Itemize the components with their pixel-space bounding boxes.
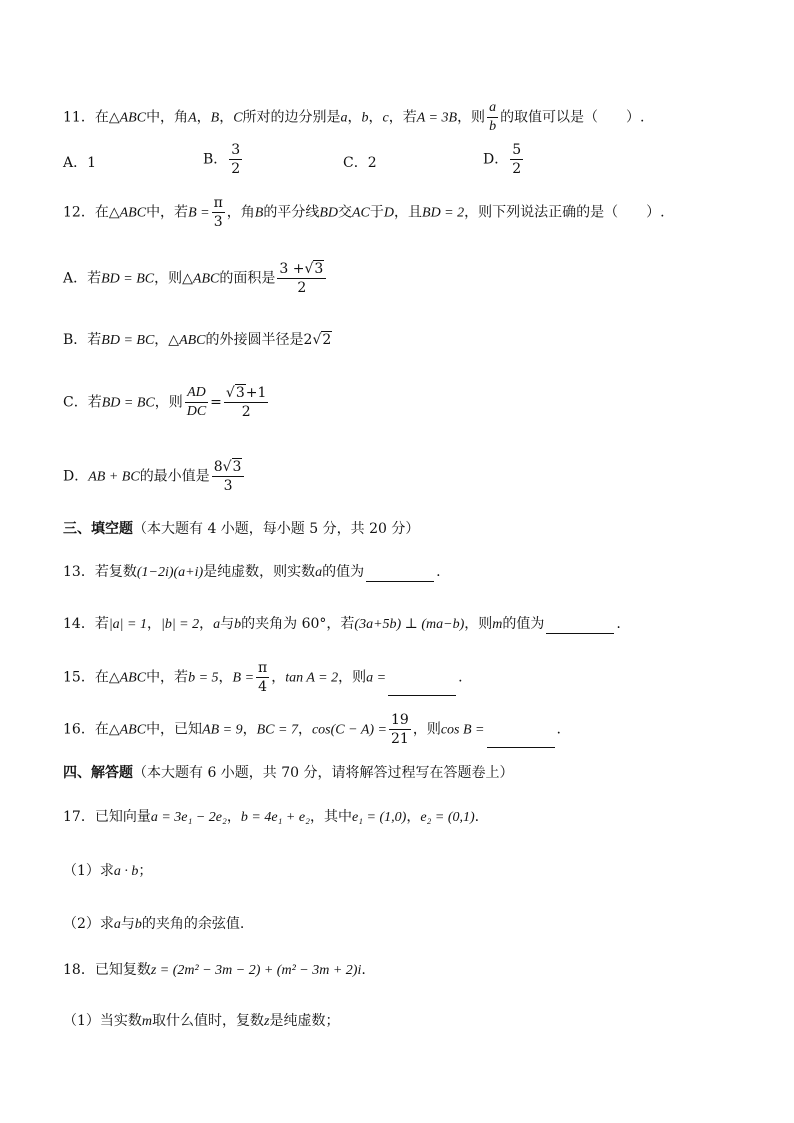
q11-c: c	[382, 110, 389, 126]
q18-part1-text: 取什么值时，复数	[152, 1013, 265, 1029]
q12-option-c-frac2: $\frac{√3+1}{2}$	[225, 385, 267, 420]
q15-text: ，则	[338, 669, 367, 686]
q11-a: a	[340, 110, 348, 126]
q12-option-d-root: 3	[232, 459, 242, 475]
q11-condition: A = 3B	[416, 110, 458, 126]
q12-fraction-den: 3	[213, 214, 223, 230]
q12-option-d-label: D．	[63, 468, 89, 485]
q16	[63, 711, 561, 748]
q17-stem	[63, 808, 479, 827]
q12-option-c-den2: 2	[241, 404, 251, 420]
q16-text: ，	[242, 721, 257, 738]
q12-option-d-text: 的最小值是	[139, 468, 210, 485]
q12-AC: AC	[352, 205, 370, 221]
q15-expr1: b = 5	[188, 670, 219, 686]
q12-option-d-expr: AB + BC	[88, 469, 140, 485]
q16-text: ，	[297, 721, 312, 738]
q12-option-a-fraction: $\frac{3 +√3}{2}$	[277, 260, 326, 297]
q14	[63, 615, 621, 634]
q12-option-d-den: 3	[223, 478, 233, 494]
q17-expr3: e₁ = (1,0)	[351, 810, 407, 825]
q17-number: 17．	[63, 809, 95, 825]
q11-text: 中，角	[146, 109, 189, 126]
q12-option-b-coef: 2	[303, 332, 313, 348]
q13-answer-blank[interactable]	[366, 567, 434, 582]
section-3-note: （本大题有 4 小题，每小题 5 分，共 20 分）	[133, 521, 420, 537]
q11-fraction-num: a	[487, 99, 498, 118]
q15-answer-blank[interactable]	[388, 681, 456, 696]
q15-number: 15．	[63, 669, 95, 686]
q12-text: 中，若	[146, 204, 189, 221]
q17-part1-expr: a · b	[113, 864, 139, 879]
q15-expr2: B =	[232, 670, 255, 686]
q12-option-c-frac1	[185, 384, 208, 421]
q13-text: 的值为	[322, 564, 365, 580]
q12-option-c	[63, 384, 270, 421]
q11-abc: ABC	[119, 110, 147, 126]
q18-part1-end: 是纯虚数；	[269, 1013, 340, 1029]
q12-D: D	[383, 205, 395, 221]
q15-text: 在△	[94, 669, 120, 686]
q12-option-b-label: B．若	[63, 332, 102, 348]
q16-fraction	[389, 711, 411, 748]
q13	[63, 563, 441, 582]
section-4-header	[63, 764, 514, 782]
q18-part1	[63, 1012, 340, 1031]
q12-stem	[63, 194, 665, 231]
q11-option-b-num: 3	[231, 142, 241, 158]
q11-option-b	[203, 141, 244, 178]
q18-expr: z = (2m² − 3m − 2) + (m² − 3m + 2)i	[150, 963, 362, 978]
q11-option-a	[63, 152, 96, 172]
q15-fraction-den: 4	[258, 679, 268, 695]
q16-expr3: cos(C − A) =	[311, 722, 387, 738]
q18-text: 已知复数	[94, 962, 151, 978]
q12-option-a-den: 2	[297, 280, 307, 296]
q11-stem	[63, 99, 645, 136]
q12-option-a-text: ，则△	[154, 270, 193, 287]
q14-text: 的值为	[502, 616, 545, 632]
q16-fraction-den: 21	[391, 731, 409, 747]
q11-option-d-label: D．	[483, 151, 509, 168]
q12-option-a-abc: ABC	[192, 271, 220, 287]
q11-option-b-label: B．	[203, 151, 228, 168]
q17-expr4: e₂ = (0,1)	[420, 810, 475, 825]
q12-BD: BD	[319, 205, 338, 221]
q11-option-d-den: 2	[512, 161, 522, 177]
q14-answer-blank[interactable]	[546, 619, 614, 634]
q13-text: 是纯虚数，则实数	[203, 564, 316, 580]
q16-text: ，则	[412, 721, 441, 738]
q12-option-b-cond: BD = BC	[101, 333, 155, 348]
q17-part2-label: （2）求	[63, 916, 114, 932]
q16-text: 在△	[94, 721, 120, 738]
q12-text: ，且	[394, 204, 423, 221]
q16-abc: ABC	[119, 722, 147, 738]
q12-option-b-abc: ABC	[179, 333, 206, 348]
q13-a: a	[315, 565, 323, 580]
q17-text: 已知向量	[94, 809, 151, 825]
q12-option-a-text: 的面积是	[219, 270, 276, 287]
q14-text: 若	[94, 616, 109, 632]
q14-text: ，	[146, 616, 161, 632]
section-4-note: （本大题有 6 小题，共 70 分，请将解答过程写在答题卷上）	[133, 765, 514, 781]
q18-part1-label: （1）当实数	[63, 1013, 142, 1029]
q12-text: ，角	[226, 204, 255, 221]
q12-option-b-text: ，△	[154, 332, 180, 348]
q12-text: 在△	[94, 204, 120, 221]
q12-option-b-text: 的外接圆半径是	[205, 332, 304, 348]
section-3-header	[63, 520, 419, 538]
q11-text: ，	[368, 109, 383, 126]
q13-text: 若复数	[94, 564, 137, 580]
q11-fraction	[487, 99, 498, 136]
q11-text: ，	[219, 109, 234, 126]
q17-part1-end: ；	[138, 863, 153, 879]
q17-part2-end: 的夹角的余弦值.	[141, 916, 245, 932]
section-3-title: 三、填空题	[63, 521, 133, 537]
q14-text: 的夹角为 60°，若	[241, 616, 355, 632]
q15-text: ，	[271, 669, 286, 686]
q16-end: .	[556, 721, 561, 738]
q12-option-d	[63, 458, 246, 495]
q17-part2-text: 与	[120, 916, 135, 932]
q11-text: 在△	[94, 109, 120, 126]
q16-expr1: AB = 9	[202, 722, 243, 738]
q12-option-a-num: 3 +	[279, 261, 305, 277]
q11-A: A	[188, 110, 197, 126]
q14-m: m	[492, 617, 503, 632]
q15-abc: ABC	[119, 670, 147, 686]
q17-expr2: b = 4e₁ + e₂	[240, 810, 310, 825]
q12-fraction-num: π	[213, 195, 223, 211]
q15	[63, 659, 463, 696]
q11-text: ，	[196, 109, 211, 126]
q12-fraction	[212, 194, 225, 231]
q15-expr3: tan A = 2	[285, 670, 339, 686]
q14-text: ，	[199, 616, 214, 632]
q18-end: .	[361, 962, 366, 978]
q15-fraction	[256, 659, 269, 696]
q12-option-c-label: C．若	[63, 394, 102, 411]
q17-text: ，	[406, 809, 421, 825]
q17-end: .	[474, 809, 480, 825]
q17-part1-label: （1）求	[63, 863, 114, 879]
q12-B2: B	[254, 205, 264, 221]
q12-number: 12．	[63, 204, 95, 221]
q11-option-c-text: C．2	[343, 155, 377, 171]
q16-text: 中，已知	[146, 721, 203, 738]
q14-b: b	[234, 617, 242, 632]
q11-option-d	[483, 141, 525, 178]
q12-option-c-text: ，则	[154, 394, 183, 411]
q11-text: 的取值可以是（ ）.	[500, 109, 645, 126]
section-4-title: 四、解答题	[63, 765, 133, 781]
q14-text: 与	[220, 616, 235, 632]
q12-option-c-root: 3	[235, 385, 245, 401]
q11-text: ，若	[388, 109, 417, 126]
q14-expr2: |b| = 2	[160, 617, 200, 632]
q12-option-c-den: DC	[186, 404, 207, 419]
q17-text: ，	[226, 809, 241, 825]
q14-expr3: (3a+5b) ⊥ (ma−b)	[354, 617, 465, 632]
q18-number: 18．	[63, 962, 95, 978]
q11-text: ，则	[457, 109, 486, 126]
q15-fraction-num: π	[258, 660, 268, 676]
q12-option-b-root: 2	[322, 332, 332, 348]
q12-option-a-root: 3	[314, 261, 324, 277]
q14-expr1: |a| = 1	[108, 617, 147, 632]
q15-text: ，	[218, 669, 233, 686]
q11-text: 所对的边分别是	[242, 109, 341, 126]
q12-option-c-eq: =	[210, 394, 222, 411]
q12-option-d-coef: 8	[213, 459, 223, 475]
q11-option-b-den: 2	[231, 161, 241, 177]
q14-text: ，则	[464, 616, 493, 632]
q12-B: B =	[188, 205, 210, 221]
q16-expr2: BC = 7	[256, 722, 298, 738]
q12-option-a-cond: BD = BC	[101, 271, 155, 287]
q12-text: 的平分线	[263, 204, 320, 221]
q12-abc: ABC	[119, 205, 147, 221]
q18-part1-z: z	[264, 1014, 270, 1029]
q12-option-d-fraction: $\frac{8√3}{3}$	[212, 458, 245, 495]
q16-fraction-num: 19	[391, 712, 409, 728]
q18-stem	[63, 961, 366, 980]
q15-expr4: a =	[366, 670, 387, 686]
q12-option-c-num: AD	[185, 384, 208, 403]
q14-a: a	[213, 617, 221, 632]
q17-expr1: a = 3e₁ − 2e₂	[150, 810, 227, 825]
q15-end: .	[458, 669, 463, 686]
q17-part2	[63, 915, 244, 934]
q17-part2-a: a	[113, 917, 121, 932]
q11-fraction-den: b	[489, 119, 497, 134]
q17-part2-b: b	[134, 917, 142, 932]
q11-text: ，	[347, 109, 362, 126]
q12-option-a-label: A．若	[63, 270, 102, 287]
q12-text: 交	[338, 204, 352, 221]
q13-end: .	[436, 564, 441, 580]
q11-option-a-text: A．1	[63, 155, 97, 171]
q12-condition: BD = 2	[422, 205, 465, 221]
q14-end: .	[616, 616, 621, 632]
q11-option-d-num: 5	[512, 142, 522, 158]
q13-number: 13．	[63, 564, 95, 580]
q12-text: 于	[369, 204, 384, 221]
q11-B: B	[210, 110, 220, 126]
q11-b: b	[361, 110, 369, 126]
q11-C: C	[233, 110, 243, 126]
q11-option-c	[343, 152, 377, 172]
q13-expr: (1−2i)(a+i)	[136, 565, 204, 580]
q12-option-b: B．若BD = BC，△ABC的外接圆半径是2√2	[63, 332, 332, 348]
q12-text: ，则下列说法正确的是（ ）.	[464, 204, 665, 221]
q18-part1-m: m	[141, 1014, 153, 1029]
q14-number: 14．	[63, 616, 95, 632]
q16-number: 16．	[63, 721, 95, 738]
q12-option-a	[63, 260, 328, 297]
q17-text: ，其中	[309, 809, 352, 825]
q15-text: 中，若	[146, 669, 189, 686]
q16-expr4: cos B =	[440, 722, 485, 738]
q11-number: 11．	[63, 109, 95, 126]
q17-part1	[63, 862, 152, 881]
q12-option-c-plus: +1	[245, 385, 267, 401]
q16-answer-blank[interactable]	[487, 733, 555, 748]
q12-option-c-cond: BD = BC	[101, 395, 155, 411]
